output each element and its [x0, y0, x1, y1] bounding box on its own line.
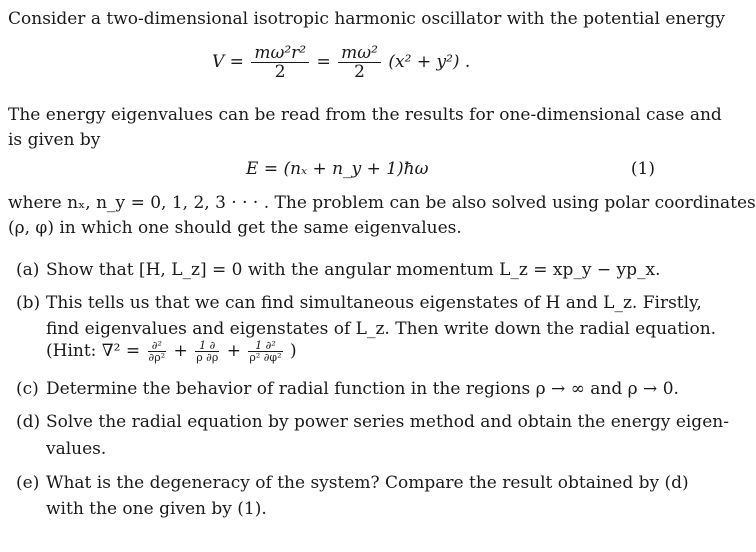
hint-frac2-num: 1 ∂: [195, 340, 219, 352]
hint-plus-1: +: [173, 341, 188, 361]
item-b-line1: This tells us that we can find simultaneous eigenstates of H and L_z. Firstly,: [46, 293, 702, 313]
hint-frac1: [148, 340, 167, 363]
frac2-denominator: 2: [354, 62, 365, 82]
hint-frac3-num: 1 ∂²: [248, 340, 282, 352]
hint-suffix: ): [289, 341, 297, 361]
potential-frac2: [338, 44, 381, 81]
hint-prefix: (Hint: ∇² =: [46, 341, 141, 361]
item-a-line1: Show that [H, L_z] = 0 with the angular momentum L_z = xp_y − yp_x.: [46, 260, 661, 280]
item-e-line1: What is the degeneracy of the system? Compare the result obtained by (d): [46, 473, 689, 493]
frac2-numerator: mω²: [338, 44, 381, 63]
potential-equals: =: [316, 52, 331, 72]
frac1-denominator: 2: [274, 62, 286, 82]
frac1-numerator: mω²r²: [251, 44, 309, 63]
item-e-label: (e): [16, 473, 40, 493]
item-b-label: (b): [16, 293, 41, 313]
item-b-line2: find eigenvalues and eigenstates of L_z. Then write down the radial equation.: [46, 319, 717, 339]
paragraph3-line2: (ρ, φ) in which one should get the same eigenvalues.: [8, 218, 462, 238]
hint-frac1-den: ∂ρ²: [148, 351, 166, 364]
hint-frac2-den: ρ ∂ρ: [196, 351, 219, 364]
potential-frac1: [251, 44, 309, 81]
hint-frac3-den: ρ² ∂φ²: [249, 351, 282, 364]
potential-lhs: V =: [212, 52, 244, 72]
hint-frac2: [195, 340, 219, 363]
paragraph2-line2: is given by: [8, 130, 101, 150]
potential-equation: [212, 44, 470, 88]
paragraph3-line1: where nₓ, n_y = 0, 1, 2, 3 · · · . The problem can be also solved using polar coordinates: [8, 193, 756, 213]
hint-frac3: [248, 340, 282, 363]
item-d-label: (d): [16, 412, 41, 432]
item-c-line1: Determine the behavior of radial function in the regions ρ → ∞ and ρ → 0.: [46, 379, 679, 399]
item-b-hint: [46, 340, 297, 370]
item-d-line1: Solve the radial equation by power series method and obtain the energy eigen-: [46, 412, 729, 432]
item-a-label: (a): [16, 260, 40, 280]
paragraph2-line1: The energy eigenvalues can be read from the results for one-dimensional case and: [8, 105, 722, 125]
item-e-line2: with the one given by (1).: [46, 499, 267, 519]
hint-frac1-num: ∂²: [148, 340, 167, 352]
potential-rest: (x² + y²) .: [388, 52, 471, 72]
energy-equation: E = (nₓ + n_y + 1)ħω: [246, 159, 429, 179]
hint-plus-2: +: [226, 341, 241, 361]
intro-text: Consider a two-dimensional isotropic harmonic oscillator with the potential energy: [8, 9, 726, 29]
equation-number: (1): [630, 159, 655, 179]
item-d-line2: values.: [46, 439, 107, 459]
item-c-label: (c): [16, 379, 39, 399]
